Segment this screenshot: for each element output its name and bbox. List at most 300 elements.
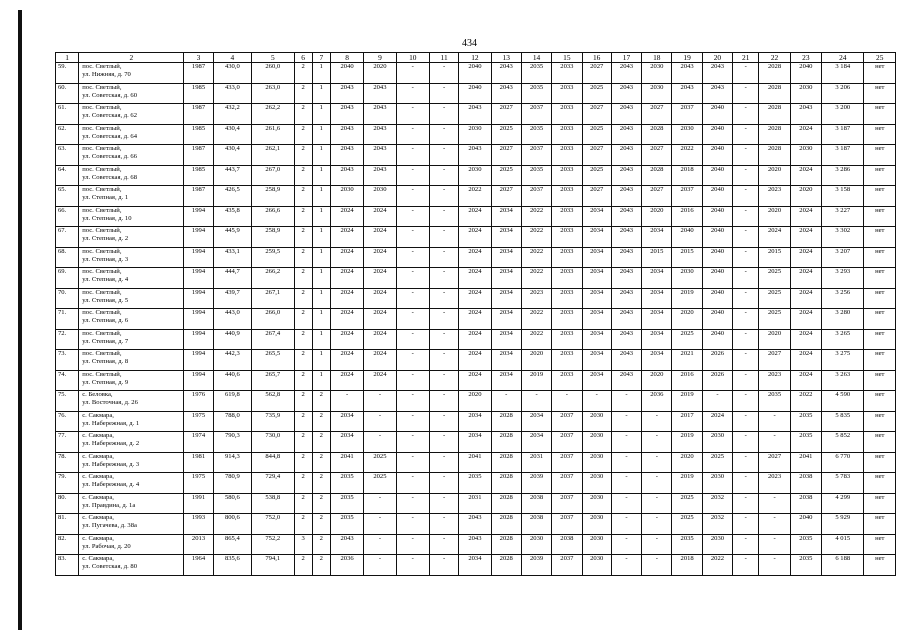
cell-col-15: 2033	[552, 124, 582, 145]
cell-col-17: 2043	[611, 165, 641, 186]
housing-register-table	[55, 52, 896, 576]
cell-col-19: 2021	[672, 350, 702, 371]
table-row	[56, 514, 896, 535]
cell-col-19: 2016	[672, 370, 702, 391]
cell-col-20: 2040	[702, 186, 732, 207]
cell-col-22: 2023	[759, 473, 790, 494]
cell-col-16: 2027	[582, 104, 611, 125]
cell-col-6: 2	[294, 555, 312, 576]
cell-col-4: 445,9	[213, 227, 251, 248]
cell-col-3: 1985	[184, 83, 213, 104]
cell-col-8: 2043	[330, 145, 363, 166]
cell-col-5: 266,6	[252, 206, 294, 227]
address-street: ул. Советская, д. 68	[82, 173, 138, 181]
cell-col-7: 1	[312, 350, 330, 371]
cell-col-15: 2033	[552, 247, 582, 268]
cell-col-21: -	[733, 493, 759, 514]
cell-col-23: 2024	[790, 124, 821, 145]
address-locality: пос. Светлый,	[82, 124, 122, 132]
cell-col-3: 2013	[184, 534, 213, 555]
cell-col-11: -	[429, 288, 458, 309]
table-row	[56, 493, 896, 514]
cell-col-13: 2028	[491, 514, 521, 535]
cell-col-13: 2028	[491, 473, 521, 494]
address-locality: с. Сакмара,	[82, 473, 114, 480]
cell-col-25: нет	[864, 145, 896, 166]
cell-col-21: -	[733, 452, 759, 473]
cell-col-10: -	[396, 555, 429, 576]
cell-col-7: 1	[312, 124, 330, 145]
cell-col-20: 2032	[702, 514, 732, 535]
cell-col-15: 2033	[552, 83, 582, 104]
cell-col-22: -	[759, 493, 790, 514]
cell-col-7: 2	[312, 493, 330, 514]
cell-col-12: 2024	[459, 247, 491, 268]
cell-col-17: 2043	[611, 288, 641, 309]
cell-col-5: 262,1	[252, 145, 294, 166]
address-cell	[79, 104, 184, 125]
cell-col-23: 2040	[790, 63, 821, 84]
cell-col-14: 2037	[521, 104, 551, 125]
row-number: 74.	[56, 370, 79, 391]
cell-col-22: 2023	[759, 186, 790, 207]
cell-col-9: 2043	[364, 165, 396, 186]
cell-col-14: 2022	[521, 227, 551, 248]
cell-col-8: 2024	[330, 206, 363, 227]
cell-col-22: 2027	[759, 350, 790, 371]
cell-col-6: 2	[294, 473, 312, 494]
cell-col-9: 2025	[364, 452, 396, 473]
row-number: 77.	[56, 432, 79, 453]
cell-col-18: 2030	[642, 83, 672, 104]
cell-col-5: 730,0	[252, 432, 294, 453]
column-header-16: 16	[582, 53, 611, 63]
cell-col-18: 2030	[642, 63, 672, 84]
cell-col-10: -	[396, 268, 429, 289]
address-street: ул. Степная, д. 5	[82, 296, 129, 304]
cell-col-9: 2043	[364, 145, 396, 166]
column-header-1: 1	[56, 53, 79, 63]
cell-col-15: 2037	[552, 432, 582, 453]
cell-col-24: 4 299	[822, 493, 864, 514]
address-street: ул. Степная, д. 10	[82, 214, 132, 222]
cell-col-14: 2035	[521, 83, 551, 104]
cell-col-25: нет	[864, 534, 896, 555]
cell-col-9: -	[364, 493, 396, 514]
table-row	[56, 145, 896, 166]
cell-col-25: нет	[864, 350, 896, 371]
address-locality: с. Сакмара,	[82, 411, 114, 419]
cell-col-25: нет	[864, 514, 896, 535]
cell-col-23: 2024	[790, 370, 821, 391]
cell-col-16: 2034	[582, 309, 611, 330]
cell-col-21: -	[733, 350, 759, 371]
cell-col-8: 2043	[330, 83, 363, 104]
cell-col-6: 2	[294, 186, 312, 207]
cell-col-4: 580,6	[213, 493, 251, 514]
cell-col-14: 2039	[521, 555, 551, 576]
address-street: ул. Набережная, д. 4	[82, 481, 140, 489]
cell-col-23: 2020	[790, 186, 821, 207]
cell-col-9: 2024	[364, 309, 396, 330]
cell-col-6: 2	[294, 309, 312, 330]
cell-col-17: 2043	[611, 145, 641, 166]
cell-col-19: 2040	[672, 227, 702, 248]
cell-col-5: 752,0	[252, 514, 294, 535]
cell-col-18: 2020	[642, 206, 672, 227]
cell-col-14: 2019	[521, 370, 551, 391]
cell-col-4: 914,3	[213, 452, 251, 473]
cell-col-18: 2034	[642, 309, 672, 330]
cell-col-14: 2035	[521, 165, 551, 186]
cell-col-22: 2027	[759, 452, 790, 473]
cell-col-13: 2028	[491, 534, 521, 555]
cell-col-18: 2027	[642, 186, 672, 207]
column-header-14: 14	[521, 53, 551, 63]
cell-col-8: 2024	[330, 350, 363, 371]
cell-col-21: -	[733, 432, 759, 453]
address-locality: пос. Светлый,	[82, 268, 122, 275]
cell-col-8: 2036	[330, 555, 363, 576]
address-cell	[79, 493, 184, 514]
cell-col-17: 2043	[611, 206, 641, 227]
column-header-22: 22	[759, 53, 790, 63]
cell-col-8: 2024	[330, 288, 363, 309]
cell-col-7: 1	[312, 63, 330, 84]
cell-col-12: 2024	[459, 329, 491, 350]
cell-col-18: 2028	[642, 165, 672, 186]
row-number: 69.	[56, 268, 79, 289]
cell-col-15: 2033	[552, 227, 582, 248]
cell-col-7: 1	[312, 145, 330, 166]
cell-col-18: -	[642, 493, 672, 514]
cell-col-23: 2038	[790, 473, 821, 494]
cell-col-6: 2	[294, 288, 312, 309]
cell-col-19: 2019	[672, 473, 702, 494]
cell-col-11: -	[429, 145, 458, 166]
table-row	[56, 288, 896, 309]
cell-col-25: нет	[864, 411, 896, 432]
cell-col-4: 443,0	[213, 309, 251, 330]
cell-col-6: 2	[294, 370, 312, 391]
cell-col-22: 2023	[759, 370, 790, 391]
cell-col-7: 1	[312, 268, 330, 289]
cell-col-19: 2025	[672, 493, 702, 514]
cell-col-16: 2030	[582, 473, 611, 494]
cell-col-14: -	[521, 391, 551, 412]
address-cell	[79, 473, 184, 494]
cell-col-18: 2027	[642, 104, 672, 125]
cell-col-15: 2037	[552, 411, 582, 432]
cell-col-9: -	[364, 514, 396, 535]
cell-col-13: 2034	[491, 227, 521, 248]
cell-col-10: -	[396, 83, 429, 104]
cell-col-9: 2024	[364, 206, 396, 227]
cell-col-17: 2043	[611, 63, 641, 84]
cell-col-5: 267,4	[252, 329, 294, 350]
table-row	[56, 186, 896, 207]
address-locality: пос. Светлый,	[82, 350, 122, 357]
cell-col-15: 2037	[552, 514, 582, 535]
cell-col-24: 3 227	[822, 206, 864, 227]
cell-col-9: -	[364, 534, 396, 555]
cell-col-19: 2018	[672, 165, 702, 186]
column-header-5: 5	[252, 53, 294, 63]
cell-col-13: 2028	[491, 411, 521, 432]
address-cell	[79, 391, 184, 412]
column-header-21: 21	[733, 53, 759, 63]
cell-col-25: нет	[864, 124, 896, 145]
cell-col-6: 2	[294, 329, 312, 350]
cell-col-25: нет	[864, 186, 896, 207]
cell-col-8: 2024	[330, 227, 363, 248]
cell-col-20: 2040	[702, 309, 732, 330]
cell-col-24: 3 256	[822, 288, 864, 309]
cell-col-5: 794,1	[252, 555, 294, 576]
cell-col-20: 2040	[702, 206, 732, 227]
table-row	[56, 432, 896, 453]
cell-col-23: 2022	[790, 391, 821, 412]
address-street: ул. Степная, д. 1	[82, 194, 129, 202]
cell-col-24: 3 280	[822, 309, 864, 330]
cell-col-7: 1	[312, 370, 330, 391]
cell-col-5: 258,9	[252, 186, 294, 207]
cell-col-10: -	[396, 227, 429, 248]
table-row	[56, 350, 896, 371]
cell-col-18: -	[642, 432, 672, 453]
cell-col-3: 1974	[184, 432, 213, 453]
cell-col-8: 2040	[330, 63, 363, 84]
cell-col-12: 2034	[459, 555, 491, 576]
cell-col-16: 2030	[582, 493, 611, 514]
cell-col-24: 5 783	[822, 473, 864, 494]
cell-col-4: 790,3	[213, 432, 251, 453]
table-row	[56, 411, 896, 432]
cell-col-10: -	[396, 452, 429, 473]
cell-col-10: -	[396, 329, 429, 350]
cell-col-3: 1975	[184, 473, 213, 494]
address-cell	[79, 534, 184, 555]
cell-col-6: 2	[294, 493, 312, 514]
cell-col-3: 1985	[184, 165, 213, 186]
cell-col-8: 2041	[330, 452, 363, 473]
cell-col-17: 2043	[611, 227, 641, 248]
cell-col-21: -	[733, 268, 759, 289]
cell-col-3: 1994	[184, 247, 213, 268]
column-header-8: 8	[330, 53, 363, 63]
cell-col-13: 2034	[491, 247, 521, 268]
cell-col-6: 2	[294, 350, 312, 371]
cell-col-17: -	[611, 391, 641, 412]
cell-col-4: 430,4	[213, 124, 251, 145]
address-cell	[79, 288, 184, 309]
cell-col-5: 267,1	[252, 288, 294, 309]
column-header-7: 7	[312, 53, 330, 63]
cell-col-22: 2025	[759, 288, 790, 309]
cell-col-7: 1	[312, 329, 330, 350]
row-number: 59.	[56, 63, 79, 84]
cell-col-18: 2015	[642, 247, 672, 268]
cell-col-14: 2037	[521, 145, 551, 166]
cell-col-15: 2033	[552, 288, 582, 309]
cell-col-25: нет	[864, 206, 896, 227]
cell-col-17: -	[611, 534, 641, 555]
cell-col-20: 2040	[702, 104, 732, 125]
cell-col-21: -	[733, 411, 759, 432]
cell-col-22: -	[759, 411, 790, 432]
cell-col-16: -	[582, 391, 611, 412]
cell-col-14: 2039	[521, 473, 551, 494]
cell-col-21: -	[733, 534, 759, 555]
cell-col-13: 2043	[491, 63, 521, 84]
cell-col-10: -	[396, 63, 429, 84]
table-row	[56, 534, 896, 555]
cell-col-24: 3 184	[822, 63, 864, 84]
address-cell	[79, 145, 184, 166]
table-row	[56, 124, 896, 145]
cell-col-21: -	[733, 186, 759, 207]
cell-col-10: -	[396, 145, 429, 166]
cell-col-21: -	[733, 104, 759, 125]
cell-col-23: 2043	[790, 104, 821, 125]
cell-col-20: 2040	[702, 165, 732, 186]
row-number: 63.	[56, 145, 79, 166]
cell-col-8: 2034	[330, 432, 363, 453]
cell-col-16: 2027	[582, 63, 611, 84]
cell-col-5: 258,9	[252, 227, 294, 248]
cell-col-7: 2	[312, 432, 330, 453]
cell-col-19: 2018	[672, 555, 702, 576]
row-number: 83.	[56, 555, 79, 576]
cell-col-15: 2037	[552, 452, 582, 473]
cell-col-3: 1994	[184, 288, 213, 309]
cell-col-11: -	[429, 329, 458, 350]
column-header-6: 6	[294, 53, 312, 63]
cell-col-8: -	[330, 391, 363, 412]
cell-col-15: 2037	[552, 473, 582, 494]
address-locality: пос. Светлый,	[82, 165, 122, 173]
cell-col-13: 2043	[491, 83, 521, 104]
row-number: 78.	[56, 452, 79, 473]
cell-col-12: 2034	[459, 411, 491, 432]
cell-col-19: 2019	[672, 288, 702, 309]
cell-col-9: -	[364, 391, 396, 412]
cell-col-6: 2	[294, 63, 312, 84]
cell-col-25: нет	[864, 227, 896, 248]
cell-col-12: 2043	[459, 104, 491, 125]
cell-col-25: нет	[864, 268, 896, 289]
cell-col-10: -	[396, 165, 429, 186]
cell-col-25: нет	[864, 63, 896, 84]
cell-col-17: 2043	[611, 350, 641, 371]
cell-col-22: -	[759, 514, 790, 535]
cell-col-25: нет	[864, 391, 896, 412]
cell-col-19: 2043	[672, 63, 702, 84]
cell-col-16: 2025	[582, 165, 611, 186]
cell-col-14: 2035	[521, 63, 551, 84]
cell-col-23: 2024	[790, 309, 821, 330]
address-cell	[79, 268, 184, 289]
address-cell	[79, 124, 184, 145]
cell-col-22: 2028	[759, 63, 790, 84]
cell-col-15: 2033	[552, 329, 582, 350]
address-locality: пос. Светлый,	[82, 288, 122, 296]
address-street: ул. Советская, д. 60	[82, 91, 138, 99]
cell-col-4: 430,0	[213, 63, 251, 84]
address-street: ул. Степная, д. 2	[82, 235, 129, 243]
cell-col-20: 2025	[702, 452, 732, 473]
table-row	[56, 83, 896, 104]
cell-col-11: -	[429, 391, 458, 412]
cell-col-11: -	[429, 227, 458, 248]
cell-col-20: 2026	[702, 370, 732, 391]
cell-col-15: 2033	[552, 206, 582, 227]
cell-col-4: 800,6	[213, 514, 251, 535]
cell-col-8: 2035	[330, 514, 363, 535]
cell-col-11: -	[429, 432, 458, 453]
cell-col-9: 2043	[364, 83, 396, 104]
cell-col-12: 2024	[459, 288, 491, 309]
cell-col-18: -	[642, 534, 672, 555]
cell-col-22: 2028	[759, 124, 790, 145]
cell-col-19: 2022	[672, 145, 702, 166]
header-row	[56, 53, 896, 63]
address-locality: пос. Светлый,	[82, 104, 122, 111]
cell-col-9: -	[364, 555, 396, 576]
cell-col-23: 2035	[790, 534, 821, 555]
cell-col-12: 2024	[459, 227, 491, 248]
cell-col-4: 835,6	[213, 555, 251, 576]
row-number: 76.	[56, 411, 79, 432]
cell-col-12: 2024	[459, 206, 491, 227]
cell-col-20: 2026	[702, 350, 732, 371]
cell-col-7: 1	[312, 309, 330, 330]
cell-col-19: 2037	[672, 104, 702, 125]
cell-col-12: 2034	[459, 432, 491, 453]
cell-col-24: 6 770	[822, 452, 864, 473]
cell-col-4: 865,4	[213, 534, 251, 555]
column-header-13: 13	[491, 53, 521, 63]
address-cell	[79, 555, 184, 576]
cell-col-20: 2043	[702, 63, 732, 84]
address-cell	[79, 411, 184, 432]
cell-col-15: 2037	[552, 493, 582, 514]
cell-col-18: 2034	[642, 288, 672, 309]
cell-col-16: 2025	[582, 124, 611, 145]
row-number: 62.	[56, 124, 79, 145]
cell-col-18: 2027	[642, 145, 672, 166]
table-row	[56, 555, 896, 576]
cell-col-14: 2038	[521, 493, 551, 514]
cell-col-18: 2034	[642, 227, 672, 248]
address-locality: пос. Светлый,	[82, 83, 122, 91]
address-locality: пос. Светлый,	[82, 370, 122, 378]
address-cell	[79, 452, 184, 473]
cell-col-21: -	[733, 391, 759, 412]
cell-col-10: -	[396, 493, 429, 514]
cell-col-14: 2020	[521, 350, 551, 371]
cell-col-19: 2025	[672, 329, 702, 350]
cell-col-8: 2035	[330, 473, 363, 494]
cell-col-4: 443,7	[213, 165, 251, 186]
cell-col-17: -	[611, 493, 641, 514]
cell-col-5: 265,5	[252, 350, 294, 371]
cell-col-11: -	[429, 165, 458, 186]
cell-col-19: 2016	[672, 206, 702, 227]
cell-col-22: 2025	[759, 309, 790, 330]
cell-col-24: 3 275	[822, 350, 864, 371]
cell-col-3: 1994	[184, 268, 213, 289]
